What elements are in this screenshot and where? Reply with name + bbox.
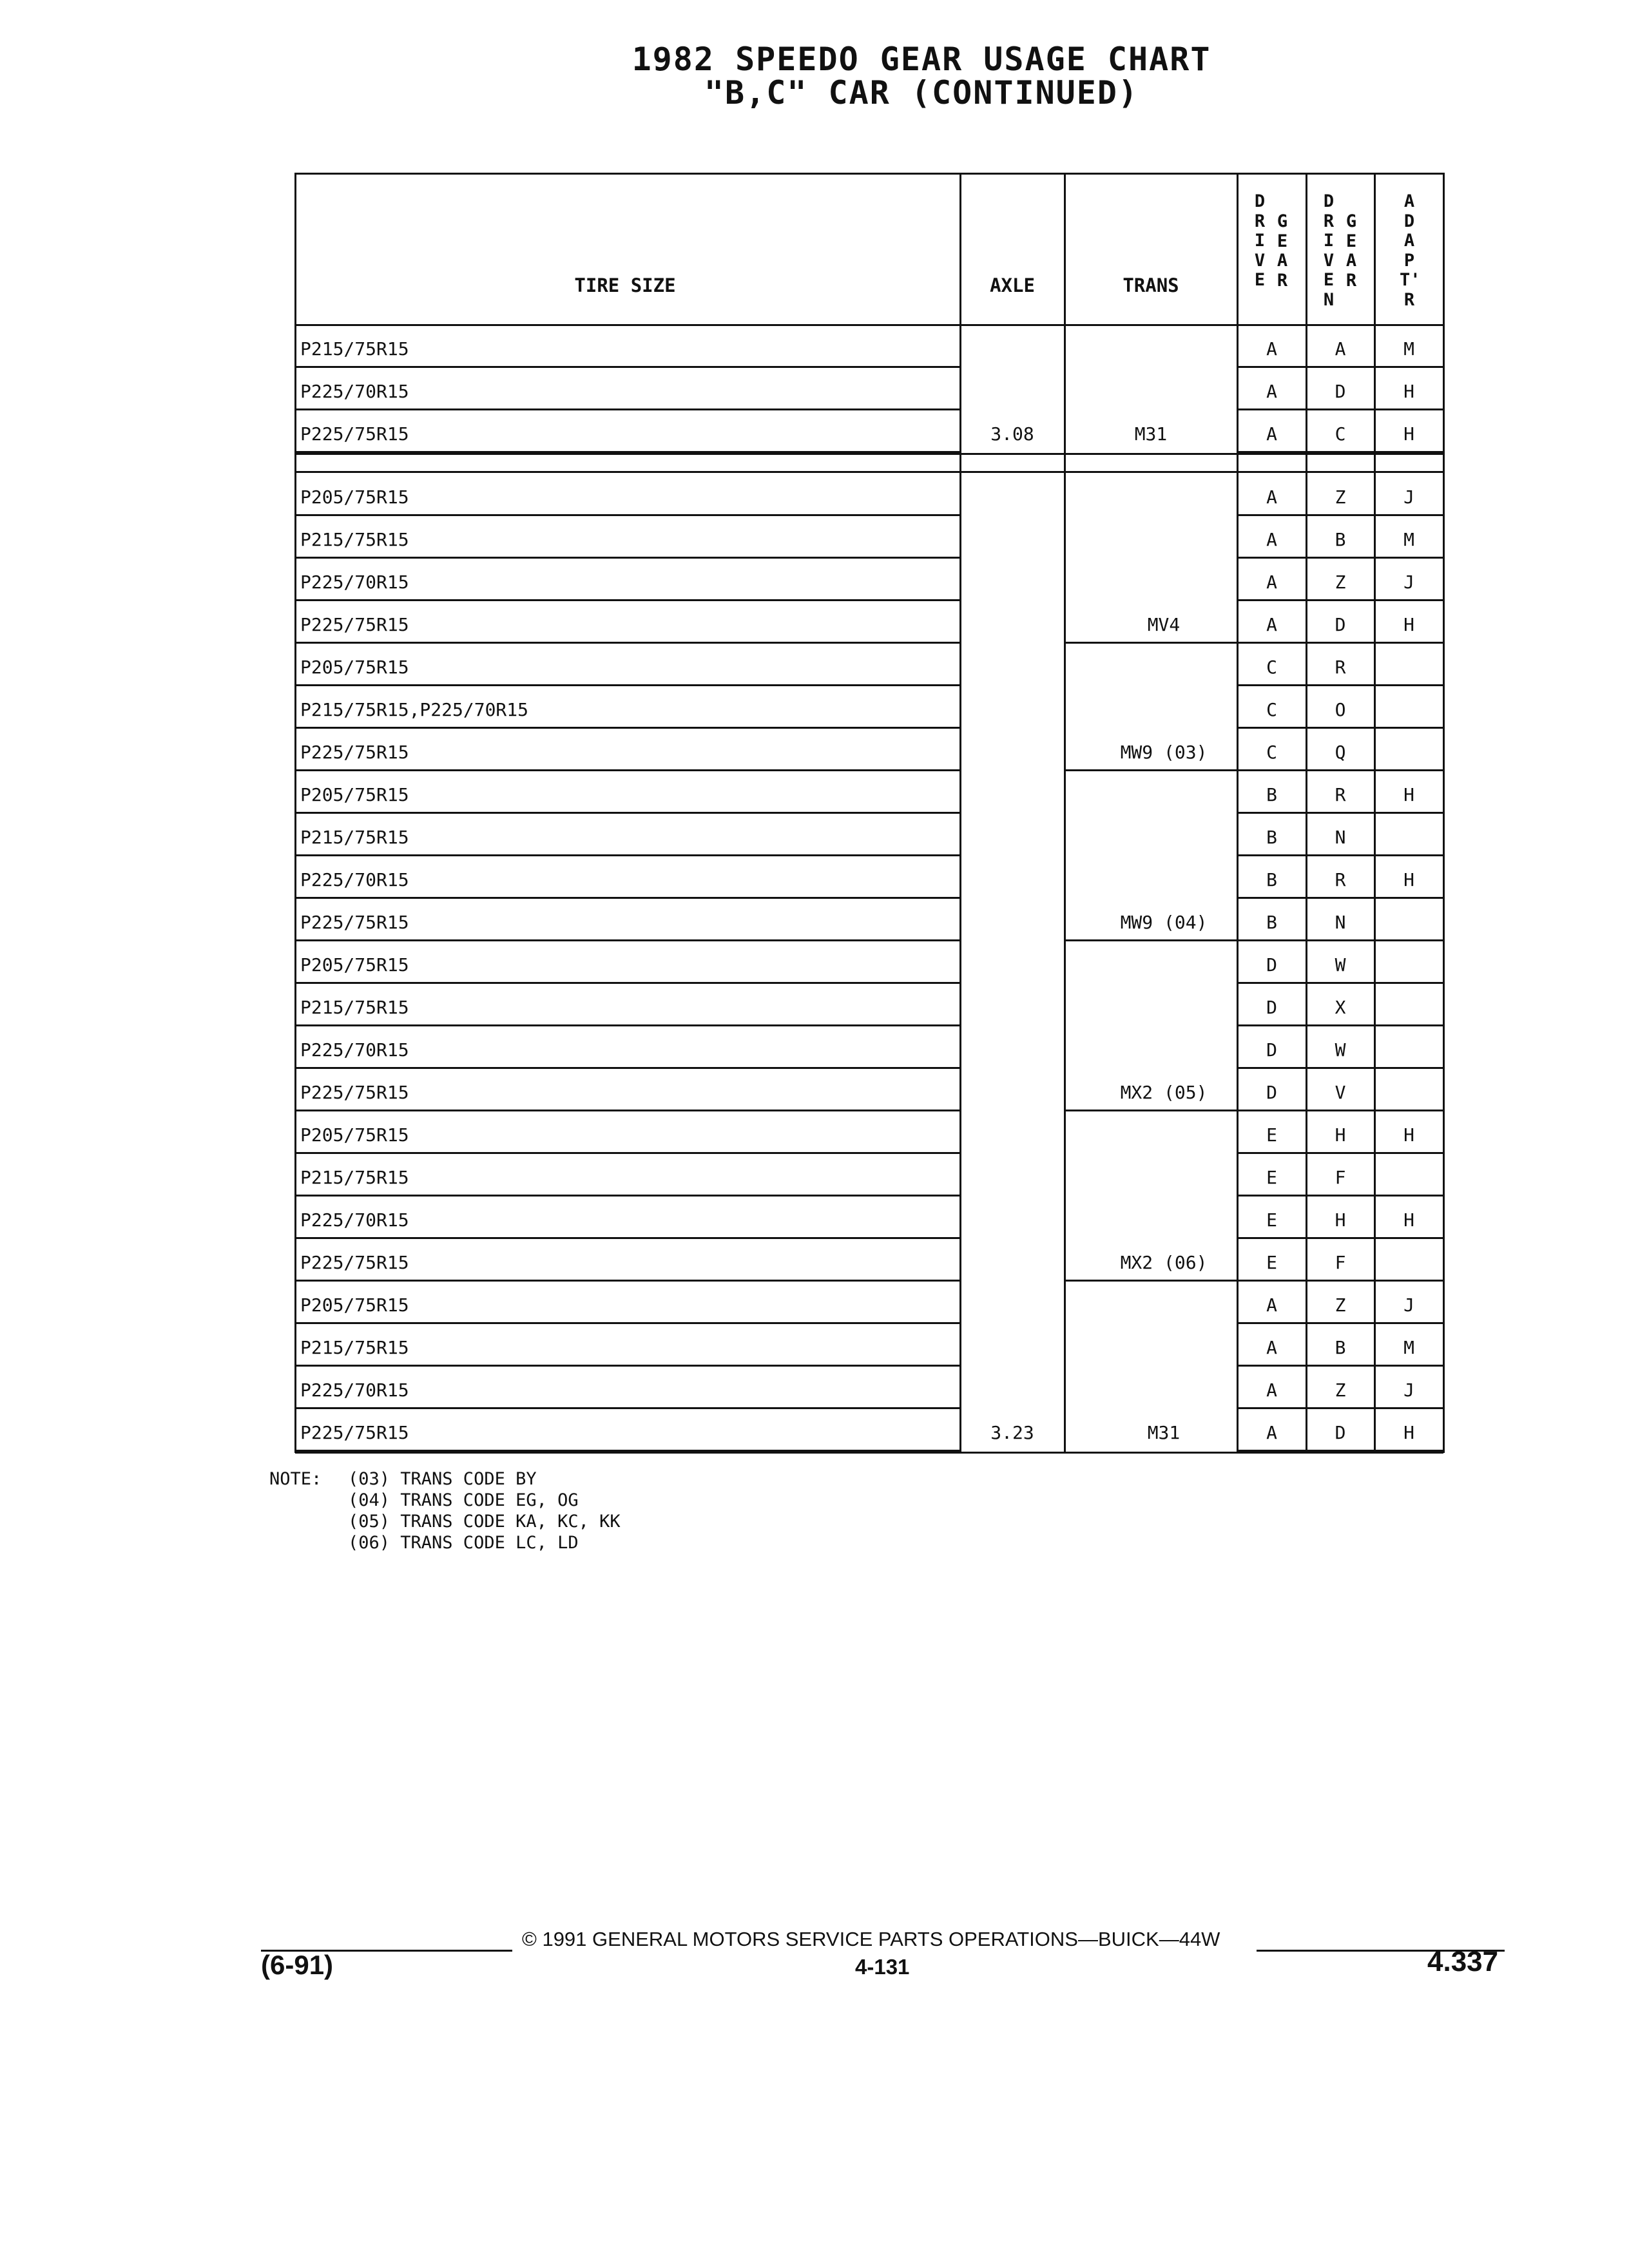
row-rule (295, 727, 960, 729)
cell-driven-gear: N (1335, 827, 1346, 848)
cell-drive-gear: A (1266, 529, 1277, 550)
cell-drive-gear: A (1266, 614, 1277, 635)
row-rule (1237, 812, 1443, 814)
cell-driven-gear: Z (1335, 1379, 1346, 1401)
cell-drive-gear: A (1266, 1422, 1277, 1443)
cell-drive-gear: C (1266, 699, 1277, 720)
header-gear-letter: A (1277, 251, 1288, 271)
cell-drive-gear: A (1266, 1294, 1277, 1316)
cell-tire-size: P225/70R15 (300, 869, 409, 890)
row-rule (1237, 1110, 1443, 1111)
cell-drive-gear: E (1266, 1167, 1277, 1188)
cell-trans: M31 (1147, 1422, 1181, 1443)
header-adapter-letter: T' (1400, 270, 1421, 290)
row-rule (295, 854, 960, 856)
row-rule (1237, 854, 1443, 856)
header-driven-letter: N (1323, 289, 1335, 310)
header-gear-letter: E (1345, 231, 1357, 251)
row-rule (295, 1067, 960, 1069)
header-adapter-letter: D (1403, 211, 1415, 231)
cell-driven-gear: X (1335, 997, 1346, 1018)
cell-driven-gear: A (1335, 338, 1346, 360)
cell-tire-size: P205/75R15 (300, 486, 409, 508)
trans-group-rule (1065, 1110, 1237, 1111)
row-rule (1237, 514, 1443, 516)
header-drive-letter: V (1254, 250, 1266, 271)
group-separator-rule (295, 453, 1443, 455)
row-rule (295, 408, 960, 410)
row-rule (295, 1407, 960, 1409)
header-driven-letter: V (1323, 250, 1335, 271)
cell-tire-size: P225/75R15 (300, 1252, 409, 1273)
footer-date: (6-91) (261, 1950, 334, 1980)
row-rule (1237, 1407, 1443, 1409)
row-rule (1237, 939, 1443, 941)
header-gear-letter: R (1345, 270, 1357, 291)
cell-tire-size: P225/70R15 (300, 381, 409, 402)
row-rule (295, 642, 960, 644)
header-adapter-letter: A (1403, 191, 1415, 211)
cell-driven-gear: O (1335, 699, 1346, 720)
cell-driven-gear: D (1335, 1422, 1346, 1443)
row-rule (1237, 408, 1443, 410)
cell-trans: MW9 (04) (1120, 912, 1208, 933)
row-rule (1237, 1195, 1443, 1196)
cell-trans: MV4 (1147, 614, 1181, 635)
cell-driven-gear: Z (1335, 572, 1346, 593)
cell-drive-gear: A (1266, 338, 1277, 360)
cell-tire-size: P205/75R15 (300, 784, 409, 805)
cell-trans: MX2 (06) (1120, 1252, 1208, 1273)
header-adapter-letter: P (1403, 250, 1415, 271)
cell-tire-size: P225/70R15 (300, 1039, 409, 1061)
cell-axle: 3.23 (990, 1422, 1034, 1443)
row-rule (295, 684, 960, 686)
row-rule (295, 1195, 960, 1196)
header-gear-letter: E (1277, 231, 1288, 251)
row-rule (295, 897, 960, 899)
row-rule (295, 1322, 960, 1324)
row-rule (295, 1365, 960, 1367)
row-rule (1237, 1237, 1443, 1239)
cell-adapter: M (1403, 529, 1414, 550)
cell-adapter: J (1403, 486, 1414, 508)
cell-adapter: H (1403, 614, 1414, 635)
header-trans: TRANS (1123, 274, 1179, 296)
cell-driven-gear: V (1335, 1082, 1346, 1103)
cell-adapter: J (1403, 1379, 1414, 1401)
cell-tire-size: P215/75R15 (300, 338, 409, 360)
group-separator-rule (295, 471, 1443, 473)
cell-driven-gear: R (1335, 869, 1346, 890)
trans-group-rule (1065, 769, 1237, 771)
row-rule (1237, 897, 1443, 899)
header-gear-letter: R (1277, 270, 1288, 291)
cell-driven-gear: B (1335, 1337, 1346, 1358)
cell-driven-gear: R (1335, 657, 1346, 678)
cell-adapter: H (1403, 1124, 1414, 1146)
cell-tire-size: P225/75R15 (300, 1422, 409, 1443)
footer-copyright: © 1991 GENERAL MOTORS SERVICE PARTS OPERATIONS—BUICK—44W (522, 1928, 1220, 1950)
row-rule (295, 1280, 960, 1282)
header-drive-letter: I (1254, 231, 1266, 251)
cell-adapter: J (1403, 1294, 1414, 1316)
cell-tire-size: P225/70R15 (300, 1209, 409, 1231)
note-line: (06) TRANS CODE LC, LD (348, 1533, 579, 1553)
cell-tire-size: P215/75R15,P225/70R15 (300, 699, 529, 720)
cell-drive-gear: E (1266, 1124, 1277, 1146)
cell-driven-gear: Q (1335, 742, 1346, 763)
column-rule (1064, 173, 1066, 1453)
cell-drive-gear: B (1266, 869, 1277, 890)
cell-trans: MW9 (03) (1120, 742, 1208, 763)
cell-driven-gear: F (1335, 1252, 1346, 1273)
cell-driven-gear: R (1335, 784, 1346, 805)
cell-tire-size: P225/75R15 (300, 423, 409, 445)
page-subtitle: "B,C" CAR (CONTINUED) (704, 74, 1139, 111)
cell-drive-gear: A (1266, 423, 1277, 445)
header-adapter-letter: R (1403, 289, 1415, 310)
row-rule (295, 812, 960, 814)
row-rule (295, 1110, 960, 1111)
cell-tire-size: P225/75R15 (300, 1082, 409, 1103)
header-bottom-rule (295, 324, 1443, 326)
row-rule (295, 599, 960, 601)
cell-driven-gear: D (1335, 614, 1346, 635)
page-title: 1982 SPEEDO GEAR USAGE CHART (631, 41, 1211, 78)
cell-adapter: H (1403, 423, 1414, 445)
cell-tire-size: P205/75R15 (300, 1294, 409, 1316)
note-line: (03) TRANS CODE BY (348, 1469, 537, 1489)
cell-drive-gear: A (1266, 1337, 1277, 1358)
header-driven-letter: R (1323, 211, 1335, 231)
header-adapter-letter: A (1403, 231, 1415, 251)
table-bottom-rule (295, 1452, 1443, 1454)
cell-driven-gear: C (1335, 423, 1346, 445)
row-rule (295, 939, 960, 941)
row-rule (1237, 366, 1443, 368)
cell-adapter: H (1403, 869, 1414, 890)
cell-driven-gear: W (1335, 954, 1346, 975)
header-drive-letter: R (1254, 211, 1266, 231)
cell-driven-gear: Z (1335, 486, 1346, 508)
cell-driven-gear: H (1335, 1209, 1346, 1231)
cell-driven-gear: W (1335, 1039, 1346, 1061)
cell-drive-gear: E (1266, 1252, 1277, 1273)
cell-drive-gear: D (1266, 1039, 1277, 1061)
row-rule (1237, 684, 1443, 686)
header-driven-letter: E (1323, 270, 1335, 290)
row-rule (295, 514, 960, 516)
cell-drive-gear: A (1266, 381, 1277, 402)
row-rule (1237, 727, 1443, 729)
cell-adapter: H (1403, 1422, 1414, 1443)
cell-tire-size: P225/70R15 (300, 1379, 409, 1401)
header-axle: AXLE (990, 274, 1035, 296)
cell-tire-size: P225/75R15 (300, 614, 409, 635)
trans-group-rule (1065, 1280, 1237, 1282)
header-driven-letter: D (1323, 191, 1335, 211)
cell-driven-gear: Z (1335, 1294, 1346, 1316)
row-rule (1237, 1152, 1443, 1154)
row-rule (1237, 642, 1443, 644)
cell-tire-size: P225/75R15 (300, 742, 409, 763)
cell-adapter: M (1403, 338, 1414, 360)
cell-tire-size: P215/75R15 (300, 1337, 409, 1358)
cell-adapter: J (1403, 572, 1414, 593)
cell-tire-size: P215/75R15 (300, 997, 409, 1018)
cell-tire-size: P205/75R15 (300, 657, 409, 678)
row-rule (295, 982, 960, 984)
row-rule (1237, 1322, 1443, 1324)
row-rule (1237, 599, 1443, 601)
cell-drive-gear: A (1266, 1379, 1277, 1401)
row-rule (295, 1237, 960, 1239)
cell-tire-size: P225/75R15 (300, 912, 409, 933)
cell-drive-gear: D (1266, 954, 1277, 975)
cell-adapter: H (1403, 381, 1414, 402)
note-line: (05) TRANS CODE KA, KC, KK (348, 1512, 621, 1532)
cell-drive-gear: B (1266, 912, 1277, 933)
cell-axle: 3.08 (990, 423, 1034, 445)
header-gear-letter: G (1277, 211, 1288, 231)
cell-tire-size: P205/75R15 (300, 1124, 409, 1146)
row-rule (295, 769, 960, 771)
cell-driven-gear: N (1335, 912, 1346, 933)
cell-drive-gear: C (1266, 657, 1277, 678)
cell-tire-size: P205/75R15 (300, 954, 409, 975)
header-tire-size: TIRE SIZE (574, 274, 676, 296)
note-label: NOTE: (269, 1469, 322, 1489)
footer-section-number: 4.337 (1427, 1946, 1499, 1977)
trans-group-rule (1065, 939, 1237, 941)
header-top-rule (295, 173, 1443, 175)
row-rule (295, 366, 960, 368)
cell-drive-gear: B (1266, 827, 1277, 848)
row-rule (295, 557, 960, 559)
cell-adapter: H (1403, 784, 1414, 805)
row-rule (1237, 1280, 1443, 1282)
cell-tire-size: P215/75R15 (300, 1167, 409, 1188)
cell-driven-gear: D (1335, 381, 1346, 402)
row-rule (295, 1024, 960, 1026)
row-rule (1237, 557, 1443, 559)
cell-drive-gear: D (1266, 997, 1277, 1018)
cell-drive-gear: E (1266, 1209, 1277, 1231)
header-driven-letter: I (1323, 231, 1335, 251)
cell-driven-gear: F (1335, 1167, 1346, 1188)
footer-page-number: 4-131 (855, 1955, 910, 1979)
header-gear-letter: A (1345, 251, 1357, 271)
row-rule (1237, 1067, 1443, 1069)
cell-trans: MX2 (05) (1120, 1082, 1208, 1103)
cell-tire-size: P215/75R15 (300, 827, 409, 848)
cell-drive-gear: A (1266, 572, 1277, 593)
cell-tire-size: P215/75R15 (300, 529, 409, 550)
cell-drive-gear: A (1266, 486, 1277, 508)
cell-driven-gear: H (1335, 1124, 1346, 1146)
cell-driven-gear: B (1335, 529, 1346, 550)
note-line: (04) TRANS CODE EG, OG (348, 1490, 579, 1510)
row-rule (1237, 1024, 1443, 1026)
row-rule (1237, 1365, 1443, 1367)
row-rule (1237, 982, 1443, 984)
cell-drive-gear: B (1266, 784, 1277, 805)
cell-adapter: M (1403, 1337, 1414, 1358)
header-drive-letter: E (1254, 270, 1266, 290)
trans-group-rule (1065, 642, 1237, 644)
cell-adapter: H (1403, 1209, 1414, 1231)
row-rule (1237, 769, 1443, 771)
cell-drive-gear: D (1266, 1082, 1277, 1103)
row-rule (295, 1152, 960, 1154)
header-gear-letter: G (1345, 211, 1357, 231)
cell-trans: M31 (1134, 423, 1168, 445)
cell-drive-gear: C (1266, 742, 1277, 763)
cell-tire-size: P225/70R15 (300, 572, 409, 593)
header-drive-letter: D (1254, 191, 1266, 211)
